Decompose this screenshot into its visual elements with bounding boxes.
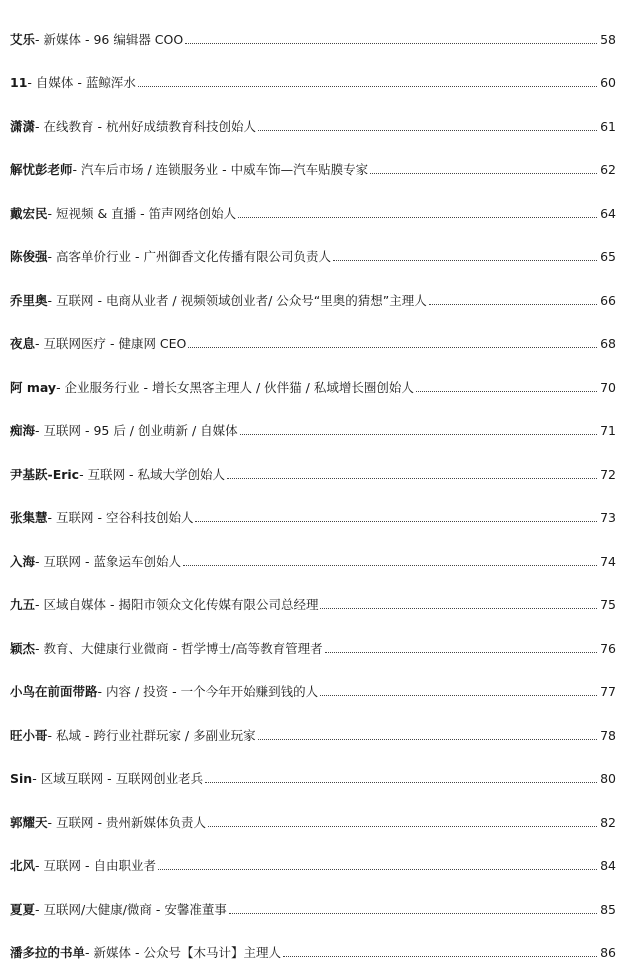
toc-entry-name: 夜息: [10, 336, 35, 352]
toc-entry[interactable]: [10, 483, 616, 527]
toc-entry[interactable]: [10, 874, 616, 918]
toc-entry[interactable]: [10, 744, 616, 788]
toc-entry-page-number: 82: [600, 815, 616, 831]
toc-entry-page-number: 65: [600, 249, 616, 265]
toc-entry-description: - 短视频 & 直播 - 笛声网络创始人: [48, 206, 237, 222]
toc-entry-page-number: 60: [600, 75, 616, 91]
toc-entry[interactable]: [10, 91, 616, 135]
toc-entry-page-number: 75: [600, 597, 616, 613]
toc-entry[interactable]: [10, 4, 616, 48]
dot-leader: [185, 43, 597, 44]
toc-entry-name: 入海: [10, 554, 35, 570]
toc-entry-name: 潘多拉的书单: [10, 945, 85, 961]
toc-entry-description: - 私域 - 跨行业社群玩家 / 多副业玩家: [48, 728, 256, 744]
toc-entry-description: - 企业服务行业 - 增长女黑客主理人 / 伙伴猫 / 私域增长圈创始人: [56, 380, 414, 396]
toc-entry-description: - 自媒体 - 蓝鲸浑水: [27, 75, 135, 91]
toc-entry-page-number: 62: [600, 162, 616, 178]
toc-entry-page-number: 76: [600, 641, 616, 657]
toc-entry-page-number: 68: [600, 336, 616, 352]
toc-entry-name: 解忧彭老师: [10, 162, 73, 178]
toc-entry-page-number: 85: [600, 902, 616, 918]
dot-leader: [195, 521, 597, 522]
toc-entry-name: 痴海: [10, 423, 35, 439]
toc-entry-name: 阿 may: [10, 380, 56, 396]
dot-leader: [227, 478, 597, 479]
dot-leader: [240, 434, 597, 435]
toc-entry-page-number: 72: [600, 467, 616, 483]
toc-entry[interactable]: [10, 831, 616, 875]
dot-leader: [320, 608, 597, 609]
toc-entry[interactable]: [10, 439, 616, 483]
toc-entry-description: - 互联网 - 私域大学创始人: [79, 467, 225, 483]
toc-entry-description: - 区域互联网 - 互联网创业老兵: [32, 771, 203, 787]
toc-entry-name: 张集慧: [10, 510, 48, 526]
toc-entry[interactable]: [10, 657, 616, 701]
toc-entry[interactable]: [10, 787, 616, 831]
toc-entry-page-number: 64: [600, 206, 616, 222]
toc-entry-name: 郭耀天: [10, 815, 48, 831]
dot-leader: [208, 826, 597, 827]
toc-entry-page-number: 84: [600, 858, 616, 874]
dot-leader: [258, 739, 597, 740]
dot-leader: [183, 565, 597, 566]
dot-leader: [325, 652, 597, 653]
toc-entry-page-number: 61: [600, 119, 616, 135]
toc-entry[interactable]: [10, 570, 616, 614]
toc-entry-name: 北风: [10, 858, 35, 874]
toc-entry[interactable]: [10, 918, 616, 961]
toc-entry[interactable]: [10, 178, 616, 222]
toc-entry-name: 尹基跃-Eric: [10, 467, 79, 483]
toc-entry-name: 戴宏民: [10, 206, 48, 222]
toc-entry-name: 夏夏: [10, 902, 35, 918]
toc-entry-description: - 互联网 - 蓝象运车创始人: [35, 554, 181, 570]
toc-entry-description: - 互联网 - 自由职业者: [35, 858, 156, 874]
toc-entry-page-number: 70: [600, 380, 616, 396]
toc-entry[interactable]: [10, 265, 616, 309]
toc-entry-name: 小鸟在前面带路: [10, 684, 98, 700]
toc-entry-page-number: 71: [600, 423, 616, 439]
toc-entry[interactable]: [10, 309, 616, 353]
toc-entry[interactable]: [10, 222, 616, 266]
toc-entry[interactable]: [10, 396, 616, 440]
toc-entry-name: 乔里奥: [10, 293, 48, 309]
toc-entry-page-number: 73: [600, 510, 616, 526]
toc-entry-name: Sin: [10, 771, 32, 787]
dot-leader: [416, 391, 597, 392]
toc-entry[interactable]: [10, 613, 616, 657]
dot-leader: [205, 782, 597, 783]
toc-entry-name: 艾乐: [10, 32, 35, 48]
toc-entry-description: - 互联网医疗 - 健康网 CEO: [35, 336, 186, 352]
toc-entry-page-number: 80: [600, 771, 616, 787]
dot-leader: [188, 347, 597, 348]
toc-entry-name: 陈俊强: [10, 249, 48, 265]
toc-entry-description: - 新媒体 - 96 编辑器 COO: [35, 32, 183, 48]
toc-entry-description: - 区域自媒体 - 揭阳市领众文化传媒有限公司总经理: [35, 597, 318, 613]
dot-leader: [158, 869, 597, 870]
toc-entry-description: - 在线教育 - 杭州好成绩教育科技创始人: [35, 119, 256, 135]
toc-entry-description: - 高客单价行业 - 广州御香文化传播有限公司负责人: [48, 249, 331, 265]
dot-leader: [333, 260, 597, 261]
toc-entry-description: - 内容 / 投资 - 一个今年开始赚到钱的人: [98, 684, 319, 700]
toc-entry-page-number: 74: [600, 554, 616, 570]
toc-entry-description: - 互联网 - 电商从业者 / 视频领域创业者/ 公众号“里奥的猜想”主理人: [48, 293, 427, 309]
toc-entry-name: 潇潇: [10, 119, 35, 135]
toc-entry-page-number: 58: [600, 32, 616, 48]
toc-entry-description: - 互联网 - 空谷科技创始人: [48, 510, 194, 526]
toc-entry-description: - 汽车后市场 / 连锁服务业 - 中威车饰—汽车贴膜专家: [73, 162, 369, 178]
table-of-contents: [10, 4, 616, 961]
toc-entry-name: 11: [10, 75, 27, 91]
toc-entry-description: - 互联网 - 贵州新媒体负责人: [48, 815, 206, 831]
toc-entry-page-number: 77: [600, 684, 616, 700]
toc-entry-description: - 互联网 - 95 后 / 创业萌新 / 自媒体: [35, 423, 238, 439]
toc-entry[interactable]: [10, 526, 616, 570]
toc-entry-description: - 互联网/大健康/微商 - 安馨准董事: [35, 902, 227, 918]
dot-leader: [229, 913, 597, 914]
dot-leader: [238, 217, 597, 218]
dot-leader: [283, 956, 597, 957]
toc-entry[interactable]: [10, 352, 616, 396]
toc-entry-name: 旺小哥: [10, 728, 48, 744]
dot-leader: [320, 695, 597, 696]
toc-entry[interactable]: [10, 700, 616, 744]
dot-leader: [138, 86, 597, 87]
dot-leader: [258, 130, 597, 131]
toc-entry-page-number: 78: [600, 728, 616, 744]
toc-entry-name: 九五: [10, 597, 35, 613]
toc-entry[interactable]: [10, 135, 616, 179]
toc-entry[interactable]: [10, 48, 616, 92]
toc-entry-name: 颖杰: [10, 641, 35, 657]
dot-leader: [429, 304, 597, 305]
toc-entry-description: - 教育、大健康行业微商 - 哲学博士/高等教育管理者: [35, 641, 323, 657]
toc-entry-page-number: 66: [600, 293, 616, 309]
toc-entry-description: - 新媒体 - 公众号【木马计】主理人: [85, 945, 281, 961]
toc-entry-page-number: 86: [600, 945, 616, 961]
dot-leader: [370, 173, 597, 174]
